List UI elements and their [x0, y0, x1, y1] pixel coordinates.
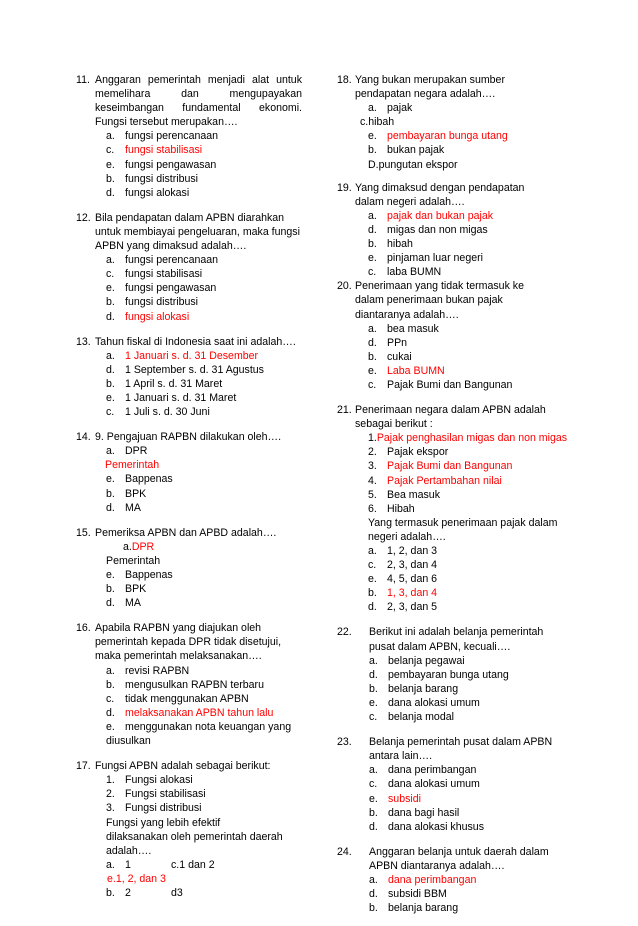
question-number: 16.	[76, 622, 91, 635]
option: e. pinjaman luar negeri	[368, 252, 483, 265]
question-number: 23.	[337, 736, 352, 749]
option-answer: e.1, 2, dan 3	[107, 872, 166, 885]
question-text: Berikut ini adalah belanja pemerintah pusat dalam APBN, kecuali….	[369, 626, 544, 653]
option-answer: e. Laba BUMN	[368, 364, 445, 377]
question-number: 13.	[76, 335, 91, 348]
option-continuation: diusulkan	[106, 735, 151, 748]
option: e. Bappenas	[106, 569, 173, 581]
option: Pemerintah	[106, 554, 161, 567]
option-answer: b. 1, 3, dan 4	[368, 587, 438, 600]
list-item: 4. Pajak Pertambahan nilai	[368, 474, 502, 487]
option: a. fungsi perencanaan	[106, 254, 219, 267]
option: a. 1, 2, dan 3	[368, 545, 438, 557]
option: c. laba BUMN	[368, 266, 442, 279]
option: d. subsidi BBM	[369, 888, 447, 901]
option: b. BPK	[106, 487, 147, 500]
question-15	[76, 526, 302, 611]
question-text: 9. Pengajuan RAPBN dilakukan oleh….	[95, 431, 282, 444]
option: e. Bappenas	[106, 473, 173, 486]
option: b. belanja barang	[369, 682, 459, 695]
option: c. Pajak Bumi dan Bangunan	[368, 378, 513, 391]
option: a. pajak	[368, 102, 413, 115]
option-row: a. 1 c.1 dan 2	[106, 858, 215, 871]
option-answer: e. pembayaran bunga utang	[368, 130, 508, 143]
option: d. migas dan non migas	[368, 223, 488, 236]
list-item: 3. Pajak Bumi dan Bangunan	[368, 460, 513, 473]
question-23	[337, 735, 555, 834]
option: a. dana perimbangan	[369, 764, 477, 777]
question-number: 20.	[337, 280, 352, 293]
option-answer: a. dana perimbangan	[369, 873, 477, 886]
option: a. fungsi perencanaan	[106, 130, 219, 143]
option: e. menggunakan nota keuangan yang	[106, 720, 292, 733]
sub-question-text: Fungsi yang lebih efektif dilaksanakan oleh pemerintah daerah adalah….	[106, 816, 283, 857]
sub-question-text: Yang termasuk penerimaan pajak dalam negeri adalah….	[368, 516, 558, 543]
question-number: 18.	[337, 74, 352, 86]
list-item: 1. Fungsi alokasi	[106, 774, 193, 787]
question-17	[76, 759, 302, 900]
option: b. dana bagi hasil	[369, 806, 460, 819]
option: b. hibah	[368, 238, 413, 251]
question-text: Apabila RAPBN yang diajukan oleh pemerintah kepada DPR tidak disetujui, maka pemerintah melaksanakan….	[95, 622, 282, 663]
option: d. MA	[106, 501, 141, 514]
question-12	[76, 211, 302, 324]
question-13	[76, 335, 302, 420]
option: c. tidak menggunakan APBN	[106, 692, 249, 705]
question-number: 21.	[337, 404, 352, 417]
question-number: 22.	[337, 626, 352, 639]
option: d. dana alokasi khusus	[369, 820, 484, 833]
list-item: 1. Pajak penghasilan migas dan non migas	[368, 432, 568, 445]
question-text: Bila pendapatan dalam APBN diarahkan untuk membiayai pengeluaran, maka fungsi APBN yang dimaksud adalah….	[95, 211, 300, 253]
option-answer: e. subsidi	[369, 792, 421, 805]
option: e. fungsi pengawasan	[106, 282, 217, 295]
option: d. PPn	[368, 336, 408, 349]
option: a. belanja pegawai	[369, 654, 465, 667]
option: e. 4, 5, dan 6	[368, 573, 438, 586]
option: D.pungutan ekspor	[368, 158, 458, 171]
question-number: 24.	[337, 845, 352, 858]
question-text: Tahun fiskal di Indonesia saat ini adalah….	[95, 335, 296, 348]
list-item: 3. Fungsi distribusi	[106, 802, 202, 815]
option-answer: c. fungsi stabilisasi	[106, 144, 203, 157]
list-item: 6. Hibah	[368, 502, 415, 515]
question-text: Pemeriksa APBN dan APBD adalah….	[95, 526, 277, 539]
question-text: Anggaran belanja untuk daerah dalam APBN diantaranya adalah….	[369, 845, 549, 872]
option: d. MA	[106, 597, 141, 610]
question-text: Penerimaan negara dalam APBN adalah sebagai berikut :	[355, 404, 546, 431]
list-item: 5. Bea masuk	[368, 488, 440, 501]
option: d. fungsi alokasi	[106, 186, 190, 199]
left-column	[76, 73, 302, 911]
option: c. 1 Juli s. d. 30 Juni	[106, 406, 210, 419]
option-answer: a. pajak dan bukan pajak	[368, 209, 494, 222]
option: b. fungsi distribusi	[106, 296, 199, 309]
question-number: 14.	[76, 431, 91, 444]
question-number: 11.	[76, 74, 90, 86]
question-19	[337, 181, 555, 280]
question-20	[337, 279, 555, 392]
question-text: Yang bukan merupakan sumber pendapatan negara adalah….	[355, 74, 505, 101]
option: d. pembayaran bunga utang	[369, 668, 509, 681]
option: c.hibah	[360, 116, 395, 129]
question-text: Fungsi APBN adalah sebagai berikut:	[95, 760, 271, 773]
option: c. fungsi stabilisasi	[106, 268, 203, 281]
list-item: 2. Fungsi stabilisasi	[106, 788, 206, 801]
option-row: b. 2 d3	[106, 886, 183, 899]
question-number: 19.	[337, 181, 352, 194]
option: b. fungsi distribusi	[106, 172, 199, 185]
question-text: Anggaran pemerintah menjadi alat untuk memelihara dan mengupayakan keseimbangan fundamental ekonomi. Fungsi tersebut merupakan….	[95, 74, 302, 129]
option-answer: d. fungsi alokasi	[106, 310, 190, 323]
question-11	[76, 73, 302, 200]
option: c. belanja modal	[369, 711, 454, 724]
option: a. DPR	[106, 445, 148, 458]
right-column	[337, 73, 568, 926]
option-answer: Pemerintah	[105, 459, 160, 472]
question-16	[76, 621, 302, 748]
option: b. cukai	[368, 350, 412, 363]
option: e. fungsi pengawasan	[106, 158, 217, 171]
option-answer: a. 1 Januari s. d. 31 Desember	[106, 349, 259, 362]
option-answer: a. DPR	[123, 540, 155, 553]
option: e. 1 Januari s. d. 31 Maret	[106, 391, 237, 404]
option: a. revisi RAPBN	[106, 664, 190, 677]
question-number: 17.	[76, 760, 91, 773]
question-22	[337, 625, 555, 724]
option: b. BPK	[106, 583, 147, 596]
question-24	[337, 845, 555, 915]
option: b. bukan pajak	[368, 144, 445, 157]
option: c. 2, 3, dan 4	[368, 559, 438, 572]
list-item: 2. Pajak ekspor	[368, 446, 449, 459]
question-text: Penerimaan yang tidak termasuk ke dalam penerimaan bukan pajak diantaranya adalah….	[355, 280, 524, 321]
option: a. bea masuk	[368, 322, 439, 335]
option: c. dana alokasi umum	[369, 778, 480, 791]
question-text: Belanja pemerintah pusat dalam APBN antara lain….	[369, 736, 553, 763]
option: d. 1 September s. d. 31 Agustus	[106, 363, 264, 376]
option-answer: d. melaksanakan APBN tahun lalu	[106, 706, 274, 719]
question-number: 15.	[76, 526, 91, 539]
question-14	[76, 430, 302, 515]
question-text: Yang dimaksud dengan pendapatan dalam negeri adalah….	[355, 181, 525, 208]
option: b. belanja barang	[369, 902, 459, 915]
question-18	[337, 73, 555, 172]
option: b. mengusulkan RAPBN terbaru	[106, 678, 264, 691]
option: b. 1 April s. d. 31 Maret	[106, 377, 223, 390]
question-number: 12.	[76, 211, 91, 224]
option: d. 2, 3, dan 5	[368, 601, 438, 614]
option: e. dana alokasi umum	[369, 696, 480, 709]
question-21	[337, 403, 568, 614]
